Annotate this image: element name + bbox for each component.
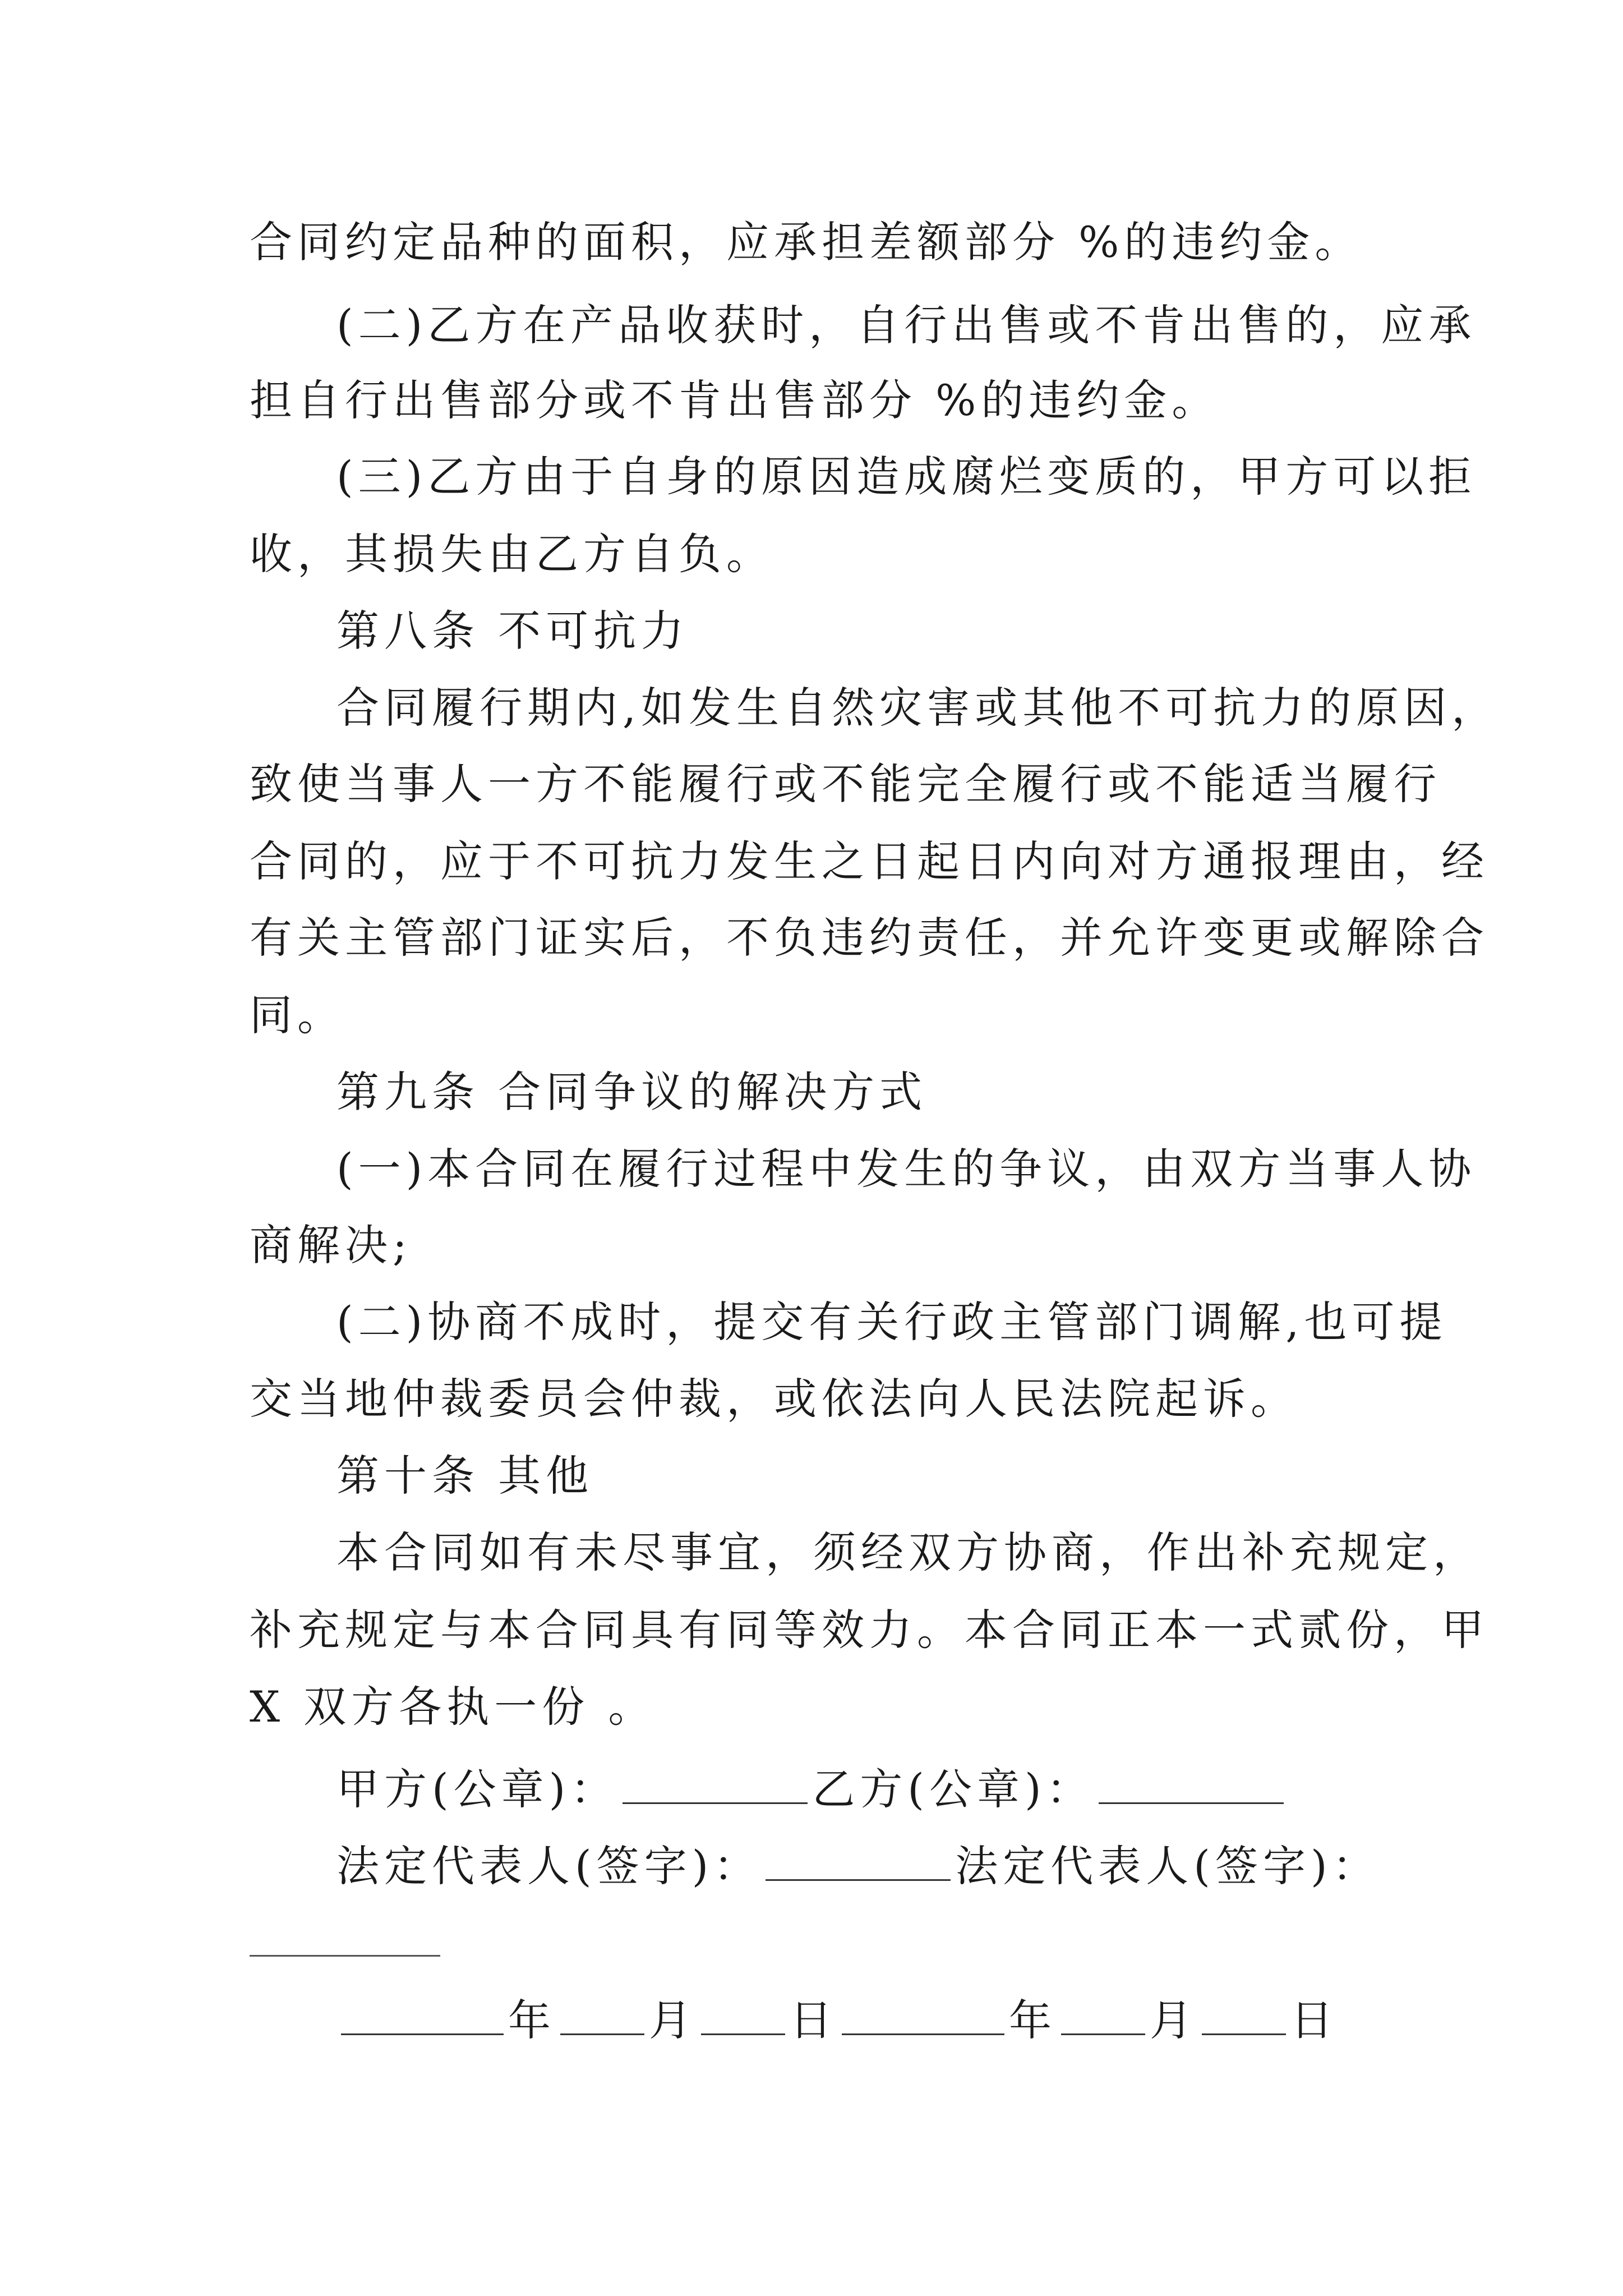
paragraph-line: (二)协商不成时，提交有关行政主管部门调解,也可提	[336, 1297, 1447, 1347]
party-a-seal-blank[interactable]	[623, 1763, 808, 1804]
party-b-rep-label: 法定代表人(签字)：	[955, 1841, 1380, 1891]
day-blank-b[interactable]	[1202, 1994, 1286, 2035]
month-blank-a[interactable]	[560, 1994, 644, 2035]
paragraph-line: 担自行出售部分或不肯出售部分 %的违约金。	[250, 375, 1220, 425]
paragraph-line: 收，其损失由乙方自负。	[250, 529, 774, 579]
paragraph-line: 致使当事人一方不能履行或不能完全履行或不能适当履行	[250, 759, 1441, 809]
paragraph-line: (二)乙方在产品收获时，自行出售或不肯出售的，应承	[336, 300, 1477, 350]
date-line	[336, 1994, 1338, 2045]
party-a-rep-label: 法定代表人(签字)：	[336, 1841, 762, 1891]
section-heading: 第九条 合同争议的解决方式	[336, 1067, 928, 1117]
party-b-rep-blank[interactable]	[250, 1955, 440, 1957]
day-blank-a[interactable]	[701, 1994, 785, 2035]
paragraph-line: 交当地仲裁委员会仲裁，或依法向人民法院起诉。	[250, 1374, 1298, 1424]
paragraph-line: 商解决;	[250, 1220, 412, 1270]
party-a-seal-label: 甲方(公章)：	[336, 1764, 619, 1814]
party-b-seal-label: 乙方(公章)：	[812, 1764, 1094, 1814]
seal-line	[336, 1763, 1288, 1814]
paragraph-line: 补充规定与本合同具有同等效力。本合同正本一式贰份，甲	[250, 1605, 1489, 1655]
section-heading: 第八条 不可抗力	[336, 606, 689, 656]
paragraph-line: 合同履行期内,如发生自然灾害或其他不可抗力的原因，	[336, 683, 1500, 733]
paragraph-line: (一)本合同在履行过程中发生的争议，由双方当事人协	[336, 1144, 1477, 1194]
year-blank-b[interactable]	[842, 1994, 1004, 2035]
representative-line	[336, 1840, 1380, 1891]
section-heading: 第十条 其他	[336, 1451, 594, 1501]
paragraph-line: 本合同如有未尽事宜，须经双方协商，作出补充规定，	[336, 1527, 1481, 1577]
paragraph-line: (三)乙方由于自身的原因造成腐烂变质的，甲方可以拒	[336, 452, 1477, 501]
paragraph-line: X 双方各执一份 。	[250, 1682, 656, 1732]
month-blank-b[interactable]	[1061, 1994, 1145, 2035]
party-b-seal-blank[interactable]	[1099, 1763, 1284, 1804]
year-label: 年	[508, 1995, 556, 2045]
day-label: 日	[1290, 1995, 1338, 2045]
month-label: 月	[649, 1995, 697, 2045]
month-label: 月	[1150, 1995, 1197, 2045]
year-label: 年	[1009, 1995, 1057, 2045]
year-blank-a[interactable]	[341, 1994, 504, 2035]
paragraph-line: 合同约定品种的面积，应承担差额部分 %的违约金。	[250, 217, 1363, 267]
party-a-rep-blank[interactable]	[766, 1840, 951, 1881]
paragraph-line: 合同的，应于不可抗力发生之日起日内向对方通报理由，经	[250, 836, 1489, 886]
day-label: 日	[790, 1995, 837, 2045]
paragraph-line: 有关主管部门证实后，不负违约责任，并允许变更或解除合	[250, 913, 1489, 963]
paragraph-line: 同。	[250, 990, 345, 1040]
